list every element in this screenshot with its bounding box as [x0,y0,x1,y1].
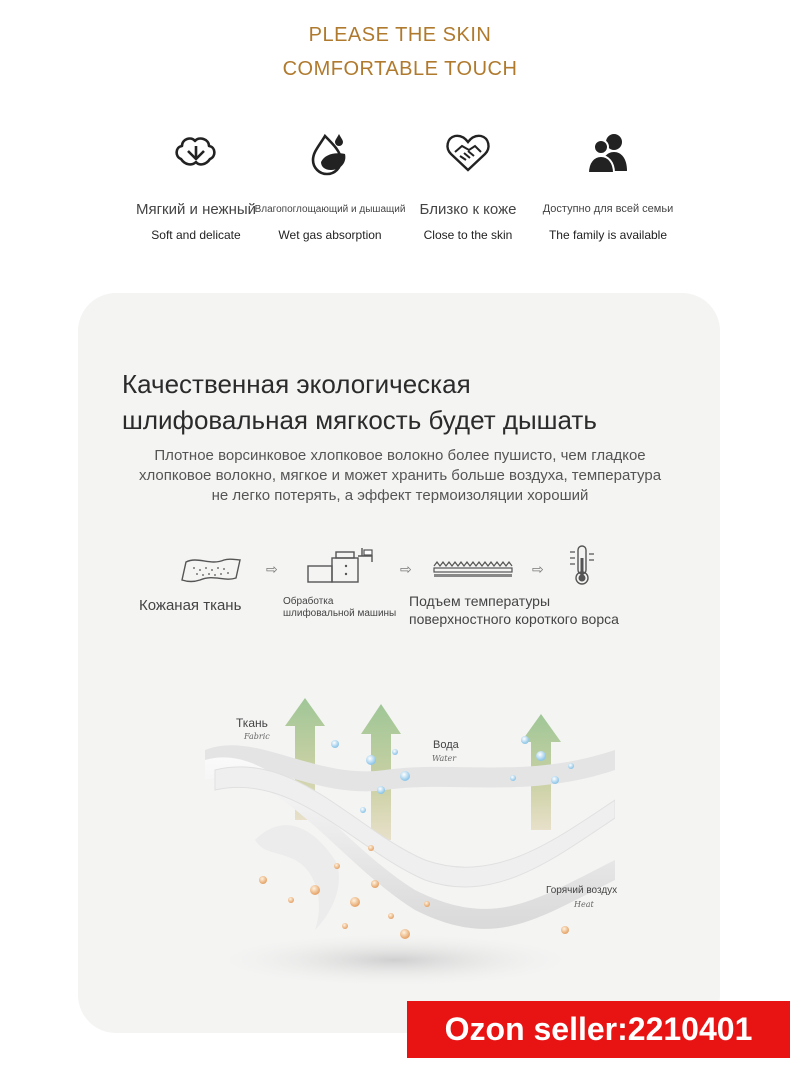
thermometer-icon [566,544,598,591]
process-arrow: ⇨ [400,561,412,577]
process-arrow: ⇨ [532,561,544,577]
feature-title: Мягкий и нежный [135,200,257,218]
label-heat-en: Heat [574,900,594,909]
fabric-icon [180,554,244,591]
feature-family [518,128,698,242]
feature-subtitle: Soft and delicate [151,228,241,242]
fleece-pile-icon [432,560,514,585]
headline-line-2: COMFORTABLE TOUCH [282,58,518,80]
seller-badge: Ozon seller:2210401 [407,1001,790,1058]
process-step-2: Обработка шлифовальной машины [283,596,397,619]
label-water: Вода [433,739,459,751]
family-icon [518,128,698,178]
process-step-1: Кожаная ткань [139,597,242,614]
panel-description: Плотное ворсинковое хлопковое волокно более пушисто, чем гладкое хлопковое волокно, мягкое и может хранить больше воздуха, температура не легко потерять, а эффект термоизоляции хороший [138,447,662,504]
label-water-en: Water [432,754,457,763]
feature-title: Влагопоглощающий и дышащий [254,203,406,215]
feature-subtitle: Close to the skin [423,228,513,242]
feature-title: Близко к коже [419,200,517,218]
process-arrow: ⇨ [266,561,278,577]
label-heat: Горячий воздух [546,885,618,896]
process-step-3: Подъем температуры поверхностного короткого ворса [409,593,619,627]
headline-line-1: PLEASE THE SKIN [308,24,492,46]
panel-title: Качественная экологическая шлифовальная мягкость будет дышать [122,369,597,435]
feature-subtitle: Wet gas absorption [278,228,382,242]
sanding-machine-icon [306,544,378,591]
label-fabric-en: Fabric [244,732,270,741]
label-fabric: Ткань [236,716,268,730]
feature-title: Доступно для всей семьи [542,202,674,215]
feature-subtitle: The family is available [548,228,668,242]
